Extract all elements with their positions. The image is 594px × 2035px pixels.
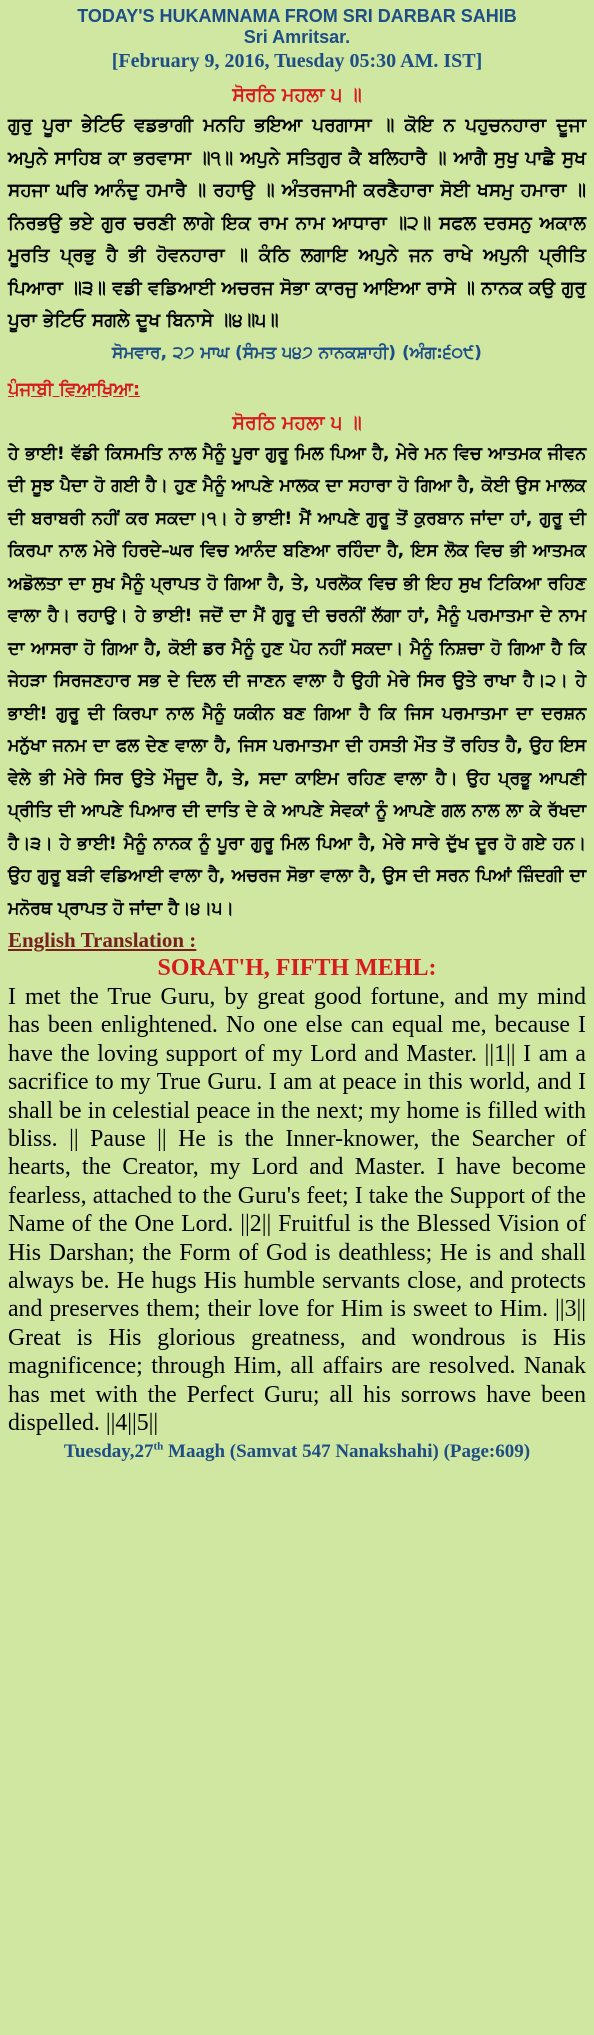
punjabi-explanation-section (8, 376, 586, 926)
footer-date-suffix: Maagh (Samvat 547 Nanakshahi) (Page:609) (163, 1440, 531, 1462)
footer-date (8, 1440, 586, 1464)
footer-date-sup: th (153, 1440, 164, 1453)
english-translation-heading: SORAT'H, FIFTH MEHL: (157, 955, 437, 981)
header-date: [February 9, 2016, Tuesday 05:30 AM. IST] (111, 50, 483, 72)
english-translation-title: English Translation : (8, 928, 197, 952)
shabad-section (8, 82, 586, 366)
header-title-line2: Sri Amritsar. (243, 27, 351, 47)
footer-date-prefix: Tuesday,27 (63, 1440, 154, 1462)
page-header (8, 6, 586, 74)
english-translation-text: I met the True Guru, by great good fortune, and my mind has been enlightened. No one else can equal me, because I have the loving support of my Lord and Master. ||1|| I am a sacrifice to my True Guru. I am at peace in this world, and I shall be in celestial peace in the next; my home is filled with bliss. || Pause || He is the Inner-knower, the Searcher of hearts, the Creator, my Lord and Master. I have become fearless, attached to the Guru's feet; I take the Support of the Name of the One Lord. ||2|| Fruitful is the Blessed Vision of His Darshan; the Form of God is deathless; He is and shall always be. He hugs His humble servants close, and protects and preserves them; their love for Him is sweet to Him. ||3|| Great is His glorious greatness, and wondrous is His magnificence; through Him, all affairs are resolved. Nanak has met with the Perfect Guru; all his sorrows have been dispelled. ||4||5|| (8, 984, 586, 1437)
punjabi-explanation-heading: ਸੋਰਠਿ ਮਹਲਾ ੫ ॥ (232, 411, 362, 434)
shabad-date: ਸੋਮਵਾਰ, ੨੭ ਮਾਘ (ਸੰਮਤ ੫੪੭ ਨਾਨਕਸ਼ਾਹੀ) (ਅੰਗ:੬੦੯) (112, 342, 482, 363)
punjabi-explanation-title: ਪੰਜਾਬੀ ਵਿਆਖਿਆ: (8, 378, 141, 400)
header-title-line1: TODAY'S HUKAMNAMA FROM SRI DARBAR SAHIB (77, 6, 517, 26)
english-translation-section (8, 927, 586, 1464)
shabad-heading: ਸੋਰਠਿ ਮਹਲਾ ੫ ॥ (232, 84, 362, 106)
punjabi-explanation-text: ਹੇ ਭਾਈ! ਵੱਡੀ ਕਿਸਮਤਿ ਨਾਲ ਮੈਨੂੰ ਪੂਰਾ ਗੁਰੂ ਮਿਲ ਪਿਆ ਹੈ, ਮੇਰੇ ਮਨ ਵਿਚ ਆਤਮਕ ਜੀਵਨ ਦੀ ਸੂਝ ਪੈਦਾ ਹੋ ਗਈ ਹੈ। ਹੁਣ ਮੈਨੂੰ ਆਪਣੇ ਮਾਲਕ ਦਾ ਸਹਾਰਾ ਹੋ ਗਿਆ ਹੈ, ਕੋਈ ਉਸ ਮਾਲਕ ਦੀ ਬਰਾਬਰੀ ਨਹੀਂ ਕਰ ਸਕਦਾ।੧। ਹੇ ਭਾਈ! ਮੈਂ ਆਪਣੇ ਗੁਰੂ ਤੋਂ ਕੁਰਬਾਨ ਜਾਂਦਾ ਹਾਂ, ਗੁਰੂ ਦੀ ਕਿਰਪਾ ਨਾਲ ਮੇਰੇ ਹਿਰਦੇ–ਘਰ ਵਿਚ ਆਨੰਦ ਬਣਿਆ ਰਹਿੰਦਾ ਹੈ, ਇਸ ਲੋਕ ਵਿਚ ਭੀ ਆਤਮਕ ਅਡੋਲਤਾ ਦਾ ਸੁਖ ਮੈਨੂੰ ਪ੍ਰਾਪਤ ਹੋ ਗਿਆ ਹੈ, ਤੇ, ਪਰਲੋਕ ਵਿਚ ਭੀ ਇਹ ਸੁਖ ਟਿਕਿਆ ਰਹਿਣ ਵਾਲਾ ਹੈ। ਰਹਾਉ। ਹੇ ਭਾਈ! ਜਦੋਂ ਦਾ ਮੈਂ ਗੁਰੂ ਦੀ ਚਰਨੀਂ ਲੱਗਾ ਹਾਂ, ਮੈਨੂੰ ਪਰਮਾਤਮਾ ਦੇ ਨਾਮ ਦਾ ਆਸਰਾ ਹੋ ਗਿਆ ਹੈ, ਕੋਈ ਡਰ ਮੈਨੂੰ ਹੁਣ ਪੋਹ ਨਹੀਂ ਸਕਦਾ। ਮੈਨੂੰ ਨਿਸ਼ਚਾ ਹੋ ਗਿਆ ਹੈ ਕਿ ਜੇਹੜਾ ਸਿਰਜਣਹਾਰ ਸਭ ਦੇ ਦਿਲ ਦੀ ਜਾਣਨ ਵਾਲਾ ਹੈ ਉਹੀ ਮੇਰੇ ਸਿਰ ਉਤੇ ਰਾਖਾ ਹੈ।੨। ਹੇ ਭਾਈ! ਗੁਰੂ ਦੀ ਕਿਰਪਾ ਨਾਲ ਮੈਨੂੰ ਯਕੀਨ ਬਣ ਗਿਆ ਹੈ ਕਿ ਜਿਸ ਪਰਮਾਤਮਾ ਦਾ ਦਰਸ਼ਨ ਮਨੁੱਖਾ ਜਨਮ ਦਾ ਫਲ ਦੇਣ ਵਾਲਾ ਹੈ, ਜਿਸ ਪਰਮਾਤਮਾ ਦੀ ਹਸਤੀ ਮੌਤ ਤੋਂ ਰਹਿਤ ਹੈ, ਉਹ ਇਸ ਵੇਲੇ ਭੀ ਮੇਰੇ ਸਿਰ ਉਤੇ ਮੌਜੂਦ ਹੈ, ਤੇ, ਸਦਾ ਕਾਇਮ ਰਹਿਣ ਵਾਲਾ ਹੈ। ਉਹ ਪ੍ਰਭੂ ਆਪਣੀ ਪ੍ਰੀਤਿ ਦੀ ਆਪਣੇ ਪਿਆਰ ਦੀ ਦਾਤਿ ਦੇ ਕੇ ਆਪਣੇ ਸੇਵਕਾਂ ਨੂੰ ਆਪਣੇ ਗਲ ਨਾਲ ਲਾ ਕੇ ਰੱਖਦਾ ਹੈ।੩। ਹੇ ਭਾਈ! ਮੈਨੂੰ ਨਾਨਕ ਨੂੰ ਪੂਰਾ ਗੁਰੂ ਮਿਲ ਪਿਆ ਹੈ, ਮੇਰੇ ਸਾਰੇ ਦੁੱਖ ਦੂਰ ਹੋ ਗਏ ਹਨ। ਉਹ ਗੁਰੂ ਬੜੀ ਵਡਿਆਈ ਵਾਲਾ ਹੈ, ਅਚਰਜ ਸੋਭਾ ਵਾਲਾ ਹੈ, ਉਸ ਦੀ ਸਰਨ ਪਿਆਂ ਜ਼ਿੰਦਗੀ ਦਾ ਮਨੋਰਥ ਪ੍ਰਾਪਤ ਹੋ ਜਾਂਦਾ ਹੈ।੪।੫। (8, 443, 586, 919)
shabad-text: ਗੁਰੁ ਪੂਰਾ ਭੇਟਿਓ ਵਡਭਾਗੀ ਮਨਹਿ ਭਇਆ ਪਰਗਾਸਾ ॥ ਕੋਇ ਨ ਪਹੁਚਨਹਾਰਾ ਦੂਜਾ ਅਪੁਨੇ ਸਾਹਿਬ ਕਾ ਭਰਵਾਸਾ ॥੧॥ ਅਪੁਨੇ ਸਤਿਗੁਰ ਕੈ ਬਲਿਹਾਰੈ ॥ ਆਗੈ ਸੁਖੁ ਪਾਛੈ ਸੁਖ ਸਹਜਾ ਘਰਿ ਆਨੰਦੁ ਹਮਾਰੈ ॥ ਰਹਾਉ ॥ ਅੰਤਰਜਾਮੀ ਕਰਣੈਹਾਰਾ ਸੋਈ ਖਸਮੁ ਹਮਾਰਾ ॥ ਨਿਰਭਉ ਭਏ ਗੁਰ ਚਰਣੀ ਲਾਗੇ ਇਕ ਰਾਮ ਨਾਮ ਆਧਾਰਾ ॥੨॥ ਸਫਲ ਦਰਸਨੁ ਅਕਾਲ ਮੂਰਤਿ ਪ੍ਰਭੁ ਹੈ ਭੀ ਹੋਵਨਹਾਰਾ ॥ ਕੰਠਿ ਲਗਾਇ ਅਪੁਨੇ ਜਨ ਰਾਖੇ ਅਪੁਨੀ ਪ੍ਰੀਤਿ ਪਿਆਰਾ ॥੩॥ ਵਡੀ ਵਡਿਆਈ ਅਚਰਜ ਸੋਭਾ ਕਾਰਜੁ ਆਇਆ ਰਾਸੇ ॥ ਨਾਨਕ ਕਉ ਗੁਰੁ ਪੂਰਾ ਭੇਟਿਓ ਸਗਲੇ ਦੂਖ ਬਿਨਾਸੇ ॥੪॥੫॥ (8, 115, 586, 331)
